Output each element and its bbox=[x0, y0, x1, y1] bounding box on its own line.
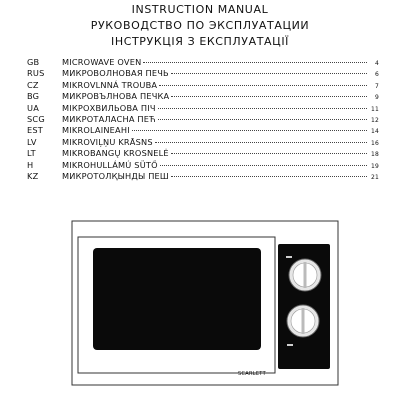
toc-leader-dots bbox=[132, 130, 367, 131]
toc-title: MIKROHULLÁMÚ SÜTŐ bbox=[62, 159, 158, 170]
toc-row bbox=[27, 91, 379, 102]
toc-page-number: 6 bbox=[374, 71, 379, 79]
toc-page-number: 12 bbox=[370, 116, 379, 124]
toc-row bbox=[27, 148, 379, 159]
toc-row bbox=[27, 68, 379, 79]
toc-leader-dots bbox=[171, 153, 367, 154]
toc-leader-dots bbox=[160, 165, 367, 166]
toc-language-code: RUS bbox=[27, 68, 45, 79]
toc-title: МИКРОВОЛНОВАЯ ПЕЧЬ bbox=[62, 68, 169, 79]
toc-language-code: LT bbox=[27, 148, 36, 159]
toc-leader-dots bbox=[171, 96, 367, 97]
toc-page-number: 9 bbox=[374, 94, 379, 102]
brand-logo: SCARLETT bbox=[238, 371, 266, 377]
toc-page-number: 7 bbox=[374, 82, 379, 90]
toc-language-code: GB bbox=[27, 57, 40, 67]
microwave-door bbox=[78, 237, 275, 373]
toc-row bbox=[27, 103, 379, 114]
toc-row bbox=[27, 125, 379, 136]
toc-row bbox=[27, 80, 379, 91]
title-english: INSTRUCTION MANUAL bbox=[131, 3, 269, 16]
toc-title: MIKROLAINEAHI bbox=[62, 125, 130, 136]
toc-language-code: EST bbox=[27, 125, 43, 136]
panel-marking bbox=[286, 256, 292, 258]
title-ukrainian: ІНСТРУКЦІЯ З ЕКСПЛУАТАЦІЇ bbox=[110, 35, 290, 48]
toc-page-number: 21 bbox=[370, 173, 379, 181]
microwave-outer-frame bbox=[72, 221, 338, 385]
toc-page-number: 16 bbox=[370, 139, 379, 147]
title-russian: РУКОВОДСТВО ПО ЭКСПЛУАТАЦИИ bbox=[90, 19, 310, 32]
toc-leader-dots bbox=[155, 142, 367, 143]
microwave-window bbox=[93, 248, 261, 350]
timer-knob bbox=[287, 305, 319, 337]
manual-titles bbox=[0, 2, 400, 50]
toc-language-code: LV bbox=[27, 136, 37, 147]
toc-leader-dots bbox=[171, 176, 367, 177]
toc-language-code: CZ bbox=[27, 79, 39, 90]
toc-page-number: 11 bbox=[370, 105, 379, 113]
toc-page-number: 18 bbox=[370, 151, 379, 159]
toc-language-code: BG bbox=[27, 91, 40, 102]
toc-title: MICROWAVE OVEN bbox=[62, 57, 142, 67]
toc-leader-dots bbox=[143, 62, 367, 63]
toc-row bbox=[27, 137, 379, 148]
toc-row bbox=[27, 57, 379, 68]
toc-leader-dots bbox=[158, 108, 367, 109]
toc-leader-dots bbox=[171, 73, 367, 74]
toc-title: МІКРОХВИЛЬОВА ПІЧ bbox=[62, 102, 156, 113]
toc-language-code: SCG bbox=[27, 113, 45, 124]
toc-row bbox=[27, 171, 379, 182]
toc-leader-dots bbox=[158, 119, 367, 120]
toc-page-number: 14 bbox=[370, 128, 379, 136]
toc-title: MIKROBANGŲ KROSNELĖ bbox=[62, 148, 169, 159]
power-knob bbox=[289, 259, 321, 291]
control-panel bbox=[278, 244, 330, 369]
toc-row bbox=[27, 160, 379, 171]
toc-title: МИКРОВЪЛНОВА ПЕЧКА bbox=[62, 91, 170, 102]
toc-title: MIKROVLNNÁ TROUBA bbox=[62, 79, 158, 90]
toc-language-code: UA bbox=[27, 102, 39, 113]
table-of-contents bbox=[27, 57, 379, 182]
toc-title: МИКРОТОЛҚЫНДЫ ПЕШ bbox=[62, 170, 169, 181]
toc-language-code: KZ bbox=[27, 170, 39, 181]
toc-language-code: H bbox=[27, 159, 34, 170]
toc-leader-dots bbox=[159, 85, 367, 86]
toc-title: MIKROVIĻŅU KRĀSNS bbox=[62, 136, 153, 147]
toc-page-number: 4 bbox=[374, 60, 379, 67]
toc-title: МИКРОТАЛАСНА ПЕЋ bbox=[62, 113, 156, 124]
toc-page-number: 19 bbox=[370, 162, 379, 170]
toc-row bbox=[27, 114, 379, 125]
panel-marking bbox=[287, 344, 293, 346]
